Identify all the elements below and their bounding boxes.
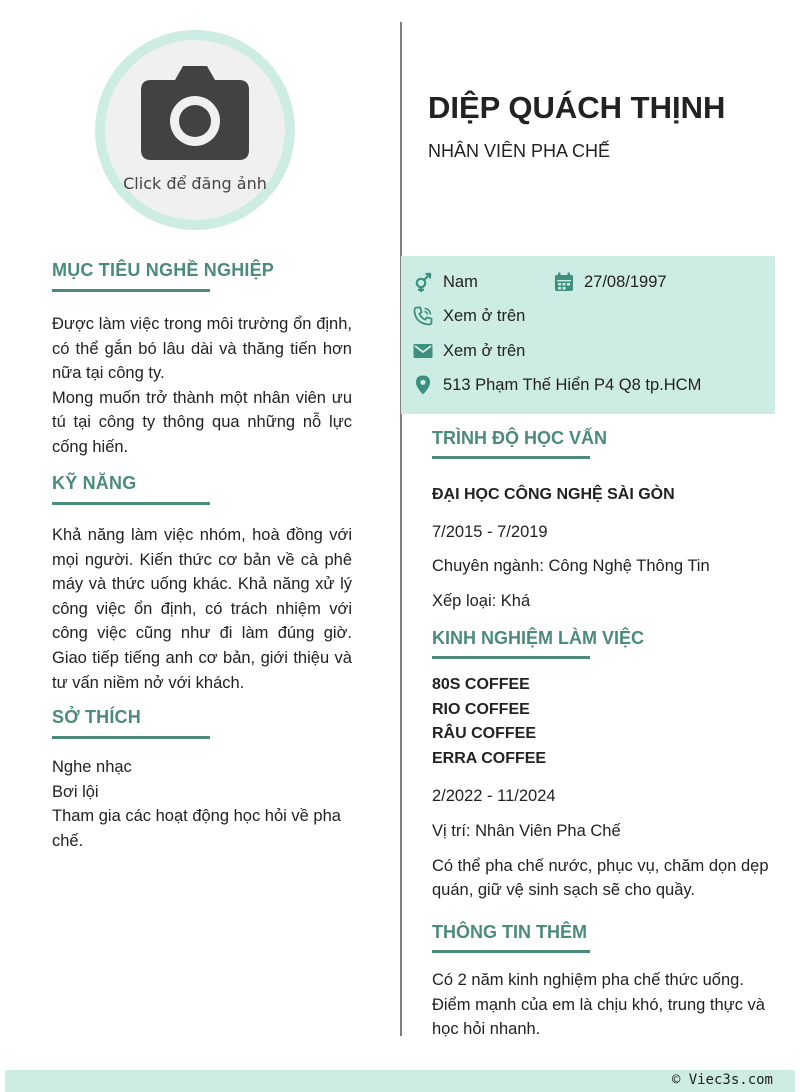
hobby-item: Nghe nhạc [52, 758, 132, 776]
email-icon [413, 341, 433, 361]
experience-description: Có thể pha chế nước, phục vụ, chăm dọn dẹp quán, giữ vệ sinh sạch sẽ cho quầy. [432, 856, 769, 900]
hobby-item: Tham gia các hoạt động học hỏi về pha chế. [52, 807, 341, 850]
contact-email [413, 341, 525, 361]
phone-icon [413, 306, 433, 326]
experience-title: KINH NGHIỆM LÀM VIỆC [432, 628, 645, 648]
additional-line: Điểm mạnh của em là chịu khó, trung thực và học hỏi nhanh. [432, 995, 765, 1039]
company-name: RIO COFFEE [432, 700, 530, 718]
contact-gender [413, 272, 478, 292]
gender-value: Nam [443, 272, 478, 291]
objective-title: MỤC TIÊU NGHỀ NGHIỆP [52, 260, 275, 280]
education-major: Chuyên ngành: Công Nghệ Thông Tin [432, 557, 710, 576]
avatar-caption: Click để đăng ảnh [123, 174, 267, 193]
company-name: RÂU COFFEE [432, 725, 536, 743]
company-name: 80S COFFEE [432, 676, 530, 693]
additional-line: Có 2 năm kinh nghiệm pha chế thức uống. [432, 971, 744, 989]
education-section [432, 428, 772, 613]
contact-panel [401, 256, 775, 414]
objective-paragraph: Được làm việc trong môi trường ổn định, có thể gắn bó lâu dài và thăng tiến hơn nữa tại công ty. [52, 315, 352, 383]
contact-phone [413, 306, 525, 326]
footer-bar [5, 1070, 795, 1092]
column-divider [400, 22, 402, 1036]
school-name: ĐẠI HỌC CÔNG NGHỆ SÀI GÒN [432, 486, 675, 503]
copyright-text: © Viec3s.com [671, 1072, 773, 1088]
candidate-name: DIỆP QUÁCH THỊNH [428, 90, 726, 125]
experience-position: Vị trí: Nhân Viên Pha Chế [432, 821, 621, 840]
hobbies-section [52, 707, 352, 853]
skills-underline [52, 502, 210, 505]
avatar-upload[interactable] [95, 30, 295, 230]
experience-period: 2/2022 - 11/2024 [432, 787, 556, 806]
skills-section [52, 473, 352, 695]
skills-text: Khả năng làm việc nhóm, hoà đồng với mọi người. Kiến thức cơ bản về cà phê máy và thức uống khác. Khả năng xử lý công việc ổn định, có trách nhiệm với công việc cũng như đi làm đúng giờ. Giao tiếp tiếng anh cơ bản, giới thiệu và tư vấn niềm nở với khách. [52, 526, 352, 692]
additional-section [432, 922, 772, 1042]
avatar-placeholder[interactable] [105, 40, 285, 220]
phone-value: Xem ở trên [443, 306, 526, 325]
experience-section [432, 628, 772, 903]
experience-underline [432, 656, 590, 659]
camera-icon [141, 66, 249, 160]
calendar-icon [554, 272, 574, 292]
map-pin-icon [413, 375, 433, 395]
objective-paragraph: Mong muốn trở thành một nhân viên ưu tú tại công ty thông qua những nỗ lực cống hiến. [52, 388, 352, 456]
hobbies-title: SỞ THÍCH [52, 707, 141, 727]
contact-address [413, 375, 701, 395]
company-name: ERRA COFFEE [432, 749, 547, 767]
additional-title: THÔNG TIN THÊM [432, 922, 587, 942]
email-value: Xem ở trên [443, 341, 526, 360]
birthday-value: 27/08/1997 [584, 272, 667, 291]
address-value: 513 Phạm Thế Hiển P4 Q8 tp.HCM [443, 375, 702, 394]
skills-title: KỸ NĂNG [52, 473, 137, 493]
contact-birthday [554, 272, 667, 292]
gender-icon [413, 272, 433, 292]
objective-section [52, 260, 352, 460]
hobby-item: Bơi lội [52, 782, 99, 801]
education-underline [432, 456, 590, 459]
education-period: 7/2015 - 7/2019 [432, 522, 548, 541]
education-grade: Xếp loại: Khá [432, 591, 531, 610]
education-title: TRÌNH ĐỘ HỌC VẤN [432, 428, 607, 448]
objective-underline [52, 289, 210, 292]
job-title: NHÂN VIÊN PHA CHẾ [428, 141, 611, 161]
additional-underline [432, 950, 590, 953]
hobbies-underline [52, 736, 210, 739]
